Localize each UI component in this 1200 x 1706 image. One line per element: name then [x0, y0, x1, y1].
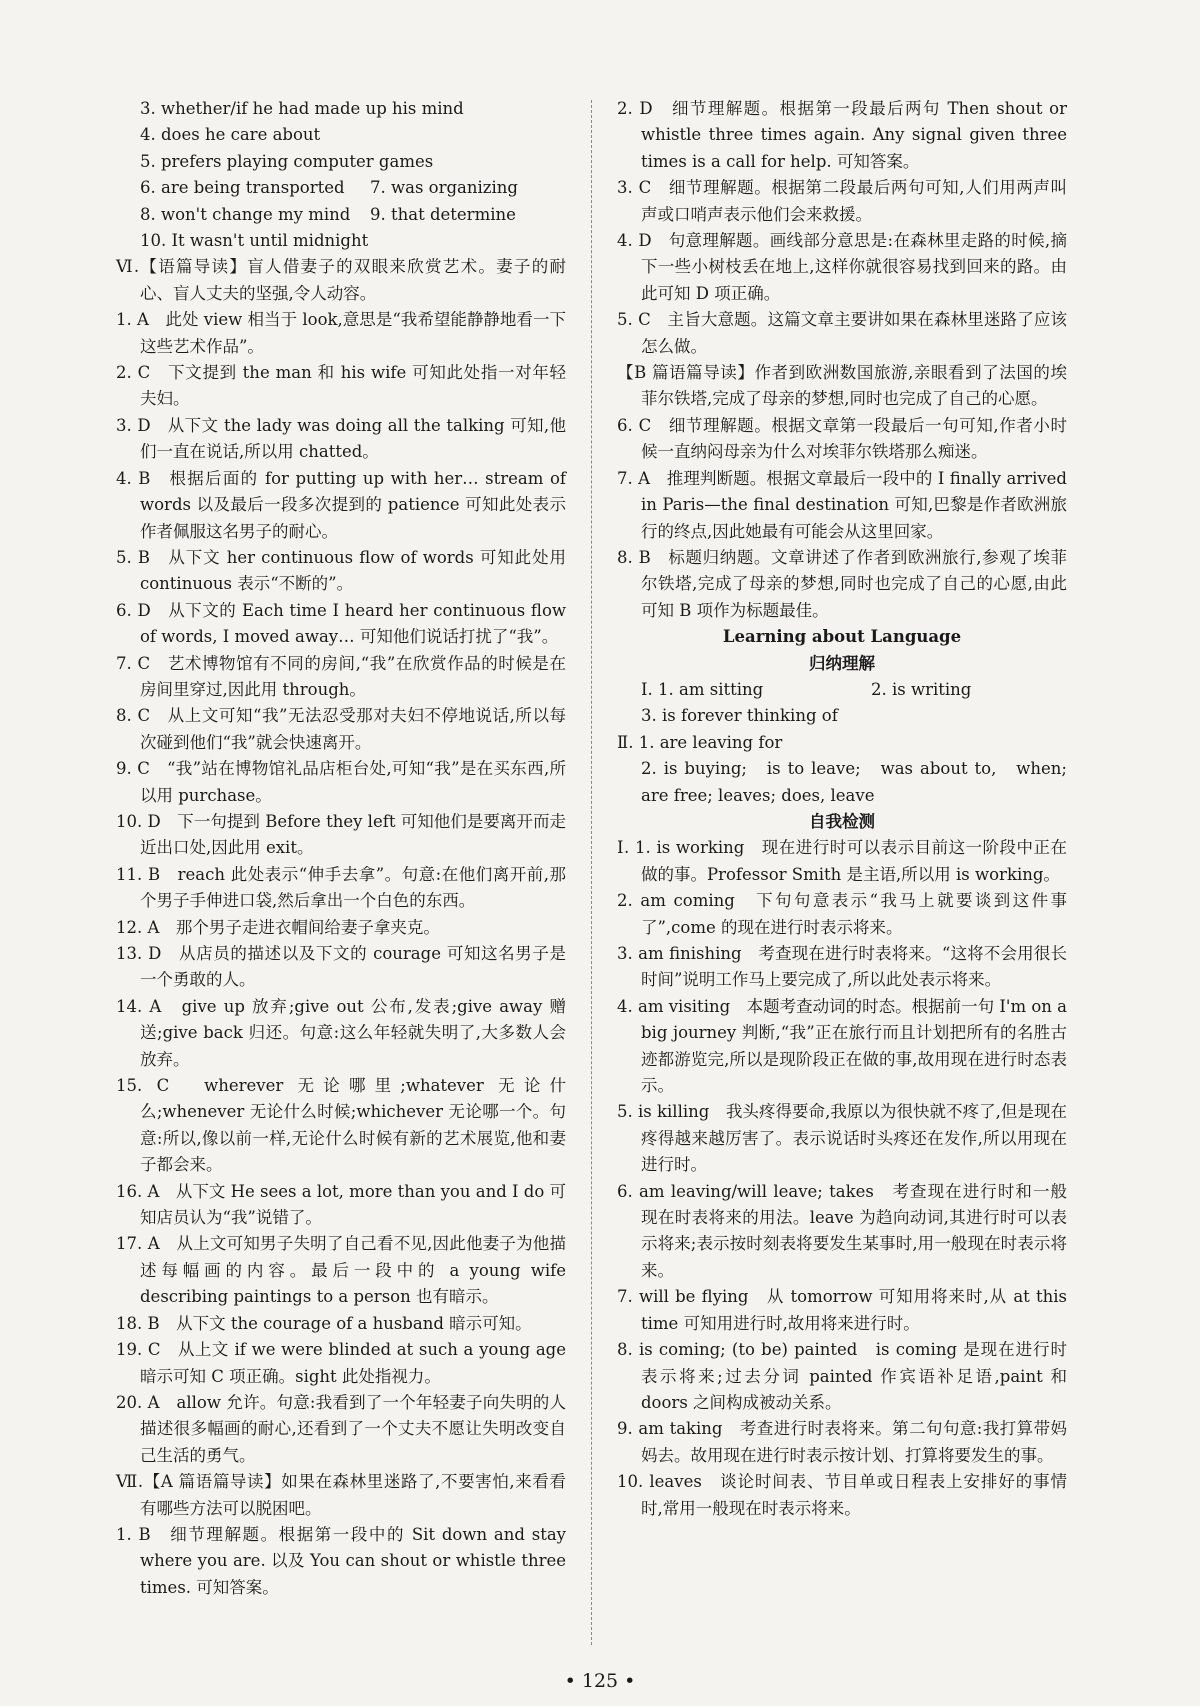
answer-item: 15. C wherever 无论哪里;whatever 无论什么;whenever 无论什么时候;whichever 无论哪一个。句意:所以,像以前一样,无论什么时候有新的艺术展览,他和妻子都会来。 [116, 1076, 566, 1175]
answer-item: 12. A 那个男子走进衣帽间给妻子拿夹克。 [116, 917, 440, 937]
answer-item: 6. D 从下文的 Each time I heard her continuous flow of words, I moved away… 可知他们说话打扰了“我”。 [116, 600, 566, 647]
answer-item: 4. does he care about [140, 125, 321, 145]
answer-item: 3. C 细节理解题。根据第二段最后两句可知,人们用两声叫声或口哨声表示他们会来救援。 [617, 178, 1067, 224]
answer-row [617, 677, 1067, 703]
answer-item: 6. C 细节理解题。根据文章第一段最后一句可知,作者小时候一直纳闷母亲为什么对埃菲尔铁塔那么痴迷。 [617, 415, 1067, 462]
answer-item: 9. that determine [370, 204, 516, 224]
answer-item: 16. A 从下文 He sees a lot, more than you and I do 可知店员认为“我”说错了。 [116, 1181, 567, 1228]
answer-item: 5. prefers playing computer games [140, 151, 434, 171]
answer-item: 4. D 句意理解题。画线部分意思是:在森林里走路的时候,摘下一些小树枝丢在地上,这样你就很容易找到回来的路。由此可知 D 项正确。 [617, 231, 1067, 303]
answer-item: 5. B 从下文 her continuous flow of words 可知此处用 continuous 表示“不断的”。 [116, 547, 566, 594]
answer-item: 20. A allow 允许。句意:我看到了一个年轻妻子向失明的人描述很多幅画的耐心,还看到了一个丈夫不愿让失明改变自己生活的勇气。 [116, 1392, 566, 1465]
answer-item: 10. It wasn't until midnight [140, 231, 369, 251]
answer-item: 19. C 从上文 if we were blinded at such a young age 暗示可知 C 项正确。sight 此处指视力。 [116, 1340, 566, 1386]
answer-item: 2. am coming 下句句意表示“我马上就要谈到这件事了”,come 的现在进行时表示将来。 [617, 891, 1067, 937]
answer-item: 2. is buying; is to leave; was about to, when; are free; leaves; does, leave [641, 759, 1067, 805]
answer-item: 5. C 主旨大意题。这篇文章主要讲如果在森林里迷路了应该怎么做。 [617, 310, 1067, 356]
answer-item: 14. A give up 放弃;give out 公布,发表;give away 赠送;give back 归还。句意:这么年轻就失明了,大多数人会放弃。 [116, 996, 566, 1069]
answer-item: 7. A 推理判断题。根据文章最后一段中的 I finally arrived in Paris—the final destination 可知,巴黎是作者欧洲旅行的终点,因此她最有可能会从这里回家。 [617, 468, 1067, 541]
answer-item: 17. A 从上文可知男子失明了自己看不见,因此他妻子为他描述每幅画的内容。最后一段中的 a young wife describing paintings to a person 也有暗示。 [116, 1234, 566, 1307]
answer-item: 4. B 根据后面的 for putting up with her… stream of words 以及最后一段多次提到的 patience 可知此处表示作者佩服这名男子的耐心。 [116, 468, 566, 541]
answer-item: 10. D 下一句提到 Before they left 可知他们是要离开而走近出口处,因此用 exit。 [116, 811, 566, 858]
answer-item: 3. whether/if he had made up his mind [140, 99, 464, 118]
answer-item: 1. A 此处 view 相当于 look,意思是“我希望能静静地看一下这些艺术作品”。 [116, 310, 566, 356]
answer-item: 10. leaves 谈论时间表、节目单或日程表上安排好的事情时,常用一般现在时表示将来。 [617, 1472, 1067, 1518]
answer-item: 3. D 从下文 the lady was doing all the talking 可知,他们一直在说话,所以用 chatted。 [116, 415, 566, 462]
answer-item: 5. is killing 我头疼得要命,我原以为很快就不疼了,但是现在疼得越来越厉害了。表示说话时头疼还在发作,所以用现在进行时。 [617, 1102, 1067, 1175]
answer-item: 7. will be flying 从 tomorrow 可知用将来时,从 at this time 可知用进行时,故用将来进行时。 [617, 1287, 1067, 1333]
answer-item: 1. B 细节理解题。根据第一段中的 Sit down and stay where you are. 以及 You can shout or whistle three times. 可知答案。 [116, 1524, 566, 1597]
answer-item: Ⅰ. 1. is working 现在进行时可以表示目前这一阶段中正在做的事。Professor Smith 是主语,所以用 is working。 [617, 838, 1067, 884]
answer-item: 8. is coming; (to be) painted is coming 是现在进行时表示将来;过去分词 painted 作宾语补足语,paint 和 doors 之间构成被动关系。 [617, 1340, 1067, 1412]
answer-row [116, 202, 566, 228]
answer-item: 【B 篇语篇导读】作者到欧洲数国旅游,亲眼看到了法国的埃菲尔铁塔,完成了母亲的梦想,同时也完成了自己的心愿。 [617, 363, 1067, 409]
answer-item: 8. B 标题归纳题。文章讲述了作者到欧洲旅行,参观了埃菲尔铁塔,完成了母亲的梦想,同时也完成了自己的心愿,由此可知 B 项作为标题最佳。 [617, 547, 1067, 620]
answer-item: Ⅵ.【语篇导读】盲人借妻子的双眼来欣赏艺术。妻子的耐心、盲人丈夫的坚强,令人动容。 [116, 257, 566, 303]
answer-item: 9. am taking 考查进行时表将来。第二句句意:我打算带妈妈去。故用现在进行时表示按计划、打算将要发生的事。 [617, 1419, 1067, 1465]
answer-item: 9. C “我”站在博物馆礼品店柜台处,可知“我”是在买东西,所以用 purchase。 [116, 759, 566, 805]
section-heading: Learning about Language [722, 627, 962, 647]
column-divider [591, 100, 592, 1645]
page-number: • 125 • [564, 1670, 636, 1692]
section-heading: 自我检测 [809, 811, 875, 831]
answer-item: 2. C 下文提到 the man 和 his wife 可知此处指一对年轻夫妇。 [116, 363, 566, 409]
answer-item: 8. won't change my mind [140, 204, 351, 224]
answer-item: 13. D 从店员的描述以及下文的 courage 可知这名男子是一个勇敢的人。 [116, 944, 566, 990]
answer-item: 7. was organizing [370, 178, 518, 198]
left-column [116, 96, 566, 1601]
answer-item: 7. C 艺术博物馆有不同的房间,“我”在欣赏作品的时候是在房间里穿过,因此用 through。 [116, 653, 566, 699]
answer-item: 18. B 从下文 the courage of a husband 暗示可知。 [116, 1313, 532, 1333]
answer-row [116, 175, 566, 201]
answer-item: 2. is writing [871, 679, 972, 699]
answer-item: Ⅰ. 1. am sitting [641, 679, 764, 699]
answer-item: Ⅶ.【A 篇语篇导读】如果在森林里迷路了,不要害怕,来看看有哪些方法可以脱困吧。 [116, 1472, 566, 1518]
section-heading: 归纳理解 [809, 653, 875, 673]
answer-item: 3. am finishing 考查现在进行时表将来。“这将不会用很长时间”说明工作马上要完成了,所以此处表示将来。 [617, 944, 1067, 990]
answer-item: Ⅱ. 1. are leaving for [617, 732, 783, 752]
answer-item: 8. C 从上文可知“我”无法忍受那对夫妇不停地说话,所以每次碰到他们“我”就会快速离开。 [116, 706, 566, 752]
answer-item: 3. is forever thinking of [641, 706, 838, 726]
answer-item: 4. am visiting 本题考查动词的时态。根据前一句 I'm on a big journey 判断,“我”正在旅行而且计划把所有的名胜古迹都游览完,所以是现阶段正在做的事,故用现在进行时态表示。 [617, 996, 1067, 1096]
answer-item: 6. are being transported [140, 178, 345, 198]
right-column [617, 96, 1067, 1522]
answer-item: 6. am leaving/will leave; takes 考查现在进行时和一般现在时表将来的用法。leave 为趋向动词,其进行时可以表示将来;表示按时刻表将要发生某事时,用一般现在时表示将来。 [617, 1181, 1067, 1280]
answer-item: 2. D 细节理解题。根据第一段最后两句 Then shout or whistle three times again. Any signal given three times is a call for help. 可知答案。 [617, 99, 1067, 171]
answer-item: 11. B reach 此处表示“伸手去拿”。句意:在他们离开前,那个男子手伸进口袋,然后拿出一个白色的东西。 [116, 864, 566, 911]
